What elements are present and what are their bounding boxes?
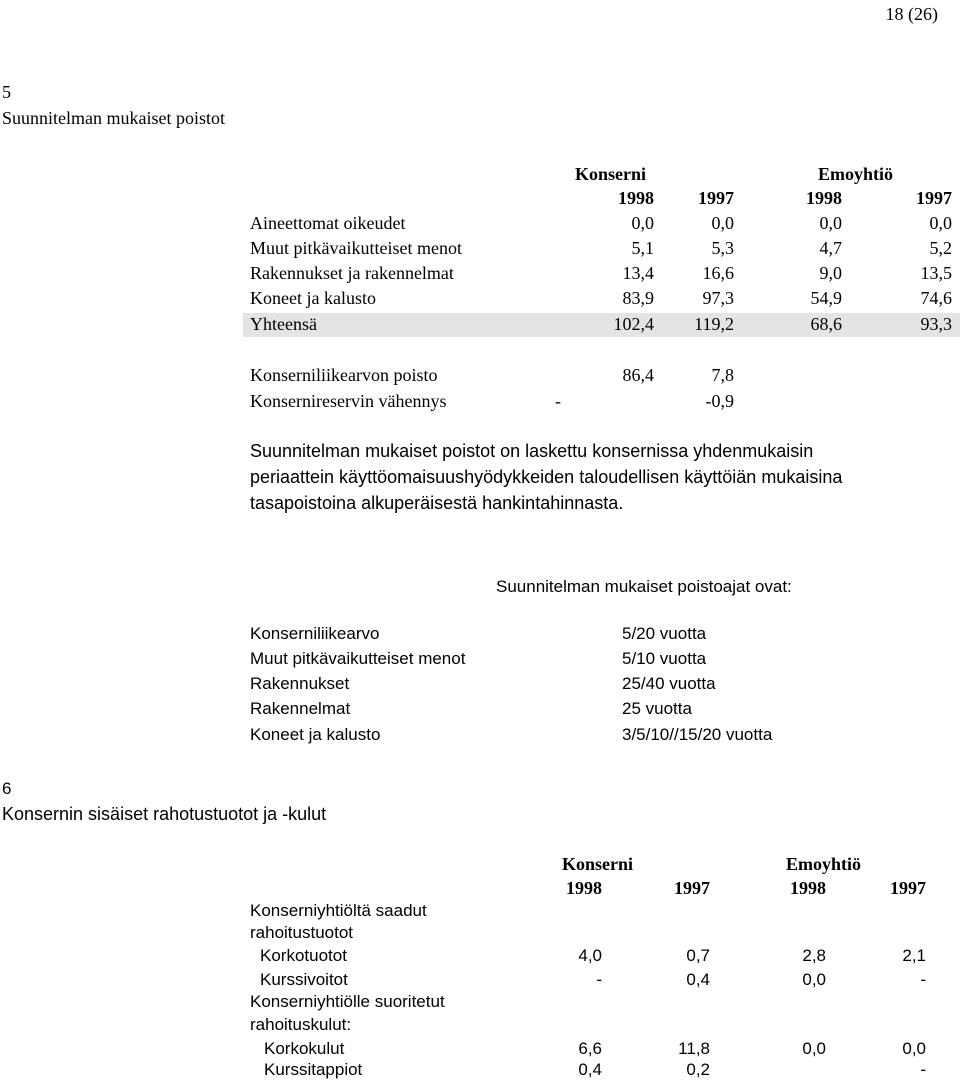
period-value: 25 vuotta	[622, 699, 692, 718]
s6-year-3: 1998	[790, 878, 826, 898]
s5-cell: 0,0	[929, 213, 952, 233]
s6-cell: 0,0	[802, 970, 826, 989]
s6-cell: 6,6	[578, 1039, 602, 1058]
s6-row-label: rahoitustuotot	[250, 923, 354, 942]
section-5-number: 5	[2, 82, 11, 102]
section-5-title: Suunnitelman mukaiset poistot	[2, 108, 225, 128]
s6-row-label: Kurssitappiot	[264, 1060, 363, 1079]
s6-group-emoyhtio: Emoyhtiö	[786, 854, 862, 874]
s5-cell: 74,6	[920, 288, 952, 308]
paragraph-line: periaattein käyttöomaisuushyödykkeiden taloudellisen käyttöiän mukaisina	[250, 467, 843, 487]
period-value: 3/5/10//15/20 vuotta	[622, 725, 773, 744]
s5-extra-label: Konsernireservin vähennys	[250, 391, 447, 411]
s5-total-cell: 68,6	[810, 314, 842, 334]
s6-cell: 2,1	[902, 946, 926, 965]
s6-cell: 0,0	[802, 1039, 826, 1058]
period-label: Koneet ja kalusto	[250, 725, 381, 744]
period-label: Muut pitkävaikutteiset menot	[250, 649, 466, 668]
period-label: Rakennelmat	[250, 699, 351, 718]
s5-extra-cell: -	[555, 391, 561, 411]
s5-total-label: Yhteensä	[250, 314, 317, 334]
period-value: 5/10 vuotta	[622, 649, 707, 668]
s5-cell: 16,6	[702, 263, 734, 283]
s6-row-label: Kurssivoitot	[260, 970, 348, 989]
s5-cell: 5,1	[631, 238, 654, 258]
s5-total-cell: 93,3	[920, 314, 952, 334]
s5-cell: 5,2	[929, 238, 952, 258]
s6-group-konserni: Konserni	[562, 854, 634, 874]
periods-title: Suunnitelman mukaiset poistoajat ovat:	[496, 577, 792, 596]
s5-year-4: 1997	[916, 188, 952, 208]
s5-year-2: 1997	[698, 188, 734, 208]
s6-row-label: Konserniyhtiölle suoritetut	[250, 992, 445, 1011]
s5-extra-cell: -0,9	[705, 391, 734, 411]
s6-cell: 0,0	[902, 1039, 926, 1058]
s6-year-1: 1998	[566, 878, 602, 898]
s5-extra-label: Konserniliikearvon poisto	[250, 365, 438, 385]
s5-cell: 97,3	[702, 288, 734, 308]
s6-year-4: 1997	[890, 878, 926, 898]
s6-cell: 0,4	[686, 970, 710, 989]
s5-cell: 0,0	[819, 213, 842, 233]
s6-row-label: rahoituskulut:	[250, 1015, 352, 1034]
section-6-number: 6	[2, 779, 12, 798]
section-6-title: Konsernin sisäiset rahotustuotot ja -kulut	[2, 804, 327, 824]
s6-cell: 2,8	[802, 946, 826, 965]
s5-cell: 13,5	[920, 263, 952, 283]
s5-group-konserni: Konserni	[575, 164, 647, 184]
s5-cell: 0,0	[711, 213, 734, 233]
s6-row-label: Konserniyhtiöltä saadut	[250, 901, 427, 920]
s5-cell: 4,7	[819, 238, 842, 258]
s5-row-label: Koneet ja kalusto	[250, 288, 376, 308]
s6-cell: 0,7	[686, 946, 710, 965]
s5-total-cell: 102,4	[613, 314, 654, 334]
paragraph-line: tasapoistoina alkuperäisestä hankintahinnasta.	[250, 493, 624, 513]
s6-year-2: 1997	[674, 878, 710, 898]
s6-cell: 4,0	[578, 946, 602, 965]
s5-cell: 54,9	[810, 288, 842, 308]
s6-cell: -	[920, 970, 926, 989]
s6-cell: 0,2	[686, 1060, 710, 1079]
period-value: 25/40 vuotta	[622, 674, 716, 693]
s5-extra-cell: 7,8	[711, 365, 734, 385]
s6-cell: 0,4	[578, 1060, 602, 1079]
s5-cell: 5,3	[711, 238, 734, 258]
s5-row-label: Rakennukset ja rakennelmat	[250, 263, 454, 283]
s5-row-label: Aineettomat oikeudet	[250, 213, 406, 233]
s5-cell: 13,4	[622, 263, 654, 283]
s5-group-emoyhtio: Emoyhtiö	[818, 164, 894, 184]
s5-total-cell: 119,2	[694, 314, 734, 334]
s5-cell: 9,0	[819, 263, 842, 283]
period-label: Rakennukset	[250, 674, 350, 693]
page-number: 18 (26)	[885, 4, 938, 24]
period-value: 5/20 vuotta	[622, 624, 707, 643]
s6-row-label: Korkokulut	[264, 1039, 345, 1058]
s5-row-label: Muut pitkävaikutteiset menot	[250, 238, 462, 258]
period-label: Konserniliikearvo	[250, 624, 380, 643]
s5-year-1: 1998	[618, 188, 654, 208]
s6-cell: -	[596, 970, 602, 989]
s5-year-3: 1998	[806, 188, 842, 208]
s6-cell: 11,8	[678, 1039, 710, 1058]
s6-cell: -	[920, 1060, 926, 1079]
paragraph-line: Suunnitelman mukaiset poistot on laskettu konsernissa yhdenmukaisin	[250, 441, 814, 461]
s5-cell: 83,9	[622, 288, 654, 308]
s6-row-label: Korkotuotot	[260, 946, 347, 965]
s5-extra-cell: 86,4	[622, 365, 654, 385]
s5-cell: 0,0	[631, 213, 654, 233]
